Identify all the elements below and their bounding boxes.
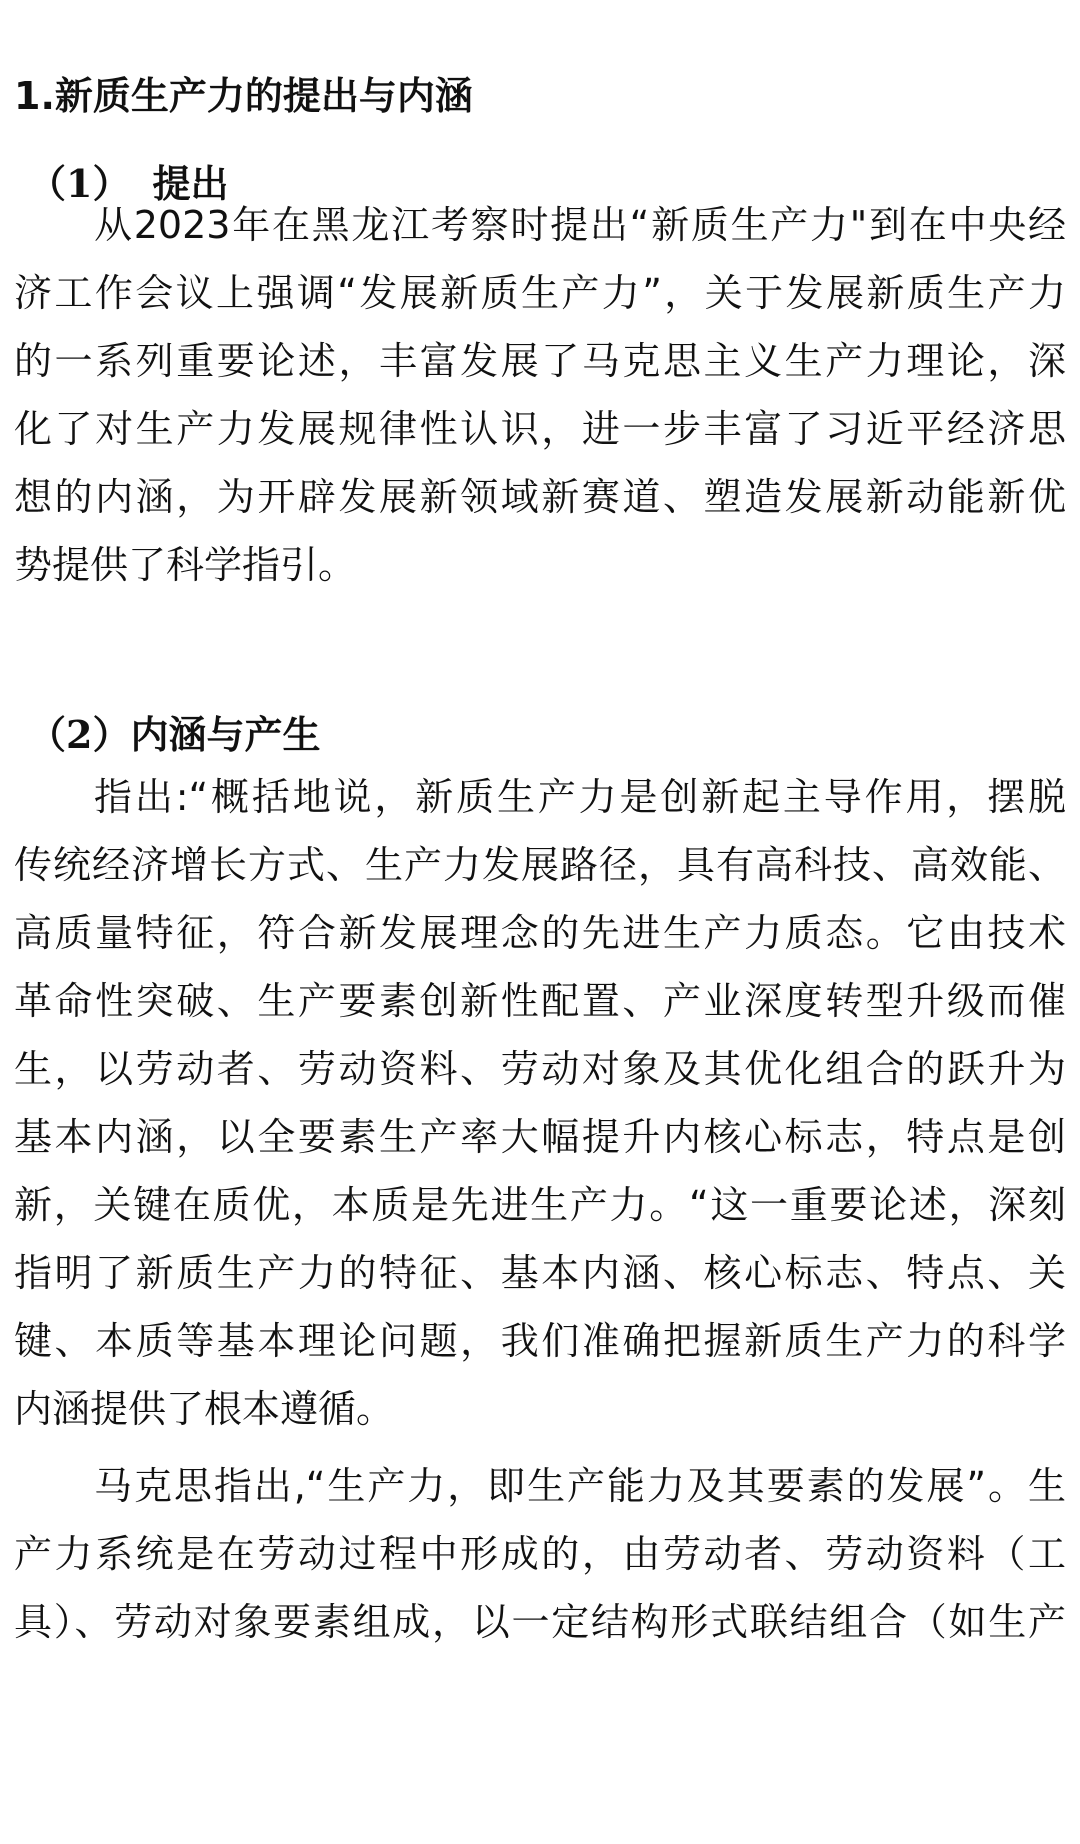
paragraph-line: 生，以劳动者、劳动资料、劳动对象及其优化组合的跃升为 <box>14 1047 1066 1091</box>
paragraph-line: 想的内涵，为开辟发展新领域新赛道、塑造发展新动能新优 <box>14 475 1066 519</box>
paragraph-line: 的一系列重要论述，丰富发展了马克思主义生产力理论，深 <box>14 339 1066 383</box>
paragraph-line: 基本内涵，以全要素生产率大幅提升内核心标志，特点是创 <box>14 1115 1066 1159</box>
paragraph-line: 指出:“概括地说，新质生产力是创新起主导作用，摆脱 <box>94 775 1066 819</box>
paragraph-line: 内涵提供了根本遵循。 <box>14 1387 395 1431</box>
paragraph-line: 济工作会议上强调“发展新质生产力”，关于发展新质生产力 <box>14 271 1066 315</box>
paragraph-line: 革命性突破、生产要素创新性配置、产业深度转型升级而催 <box>14 979 1066 1023</box>
paragraph-line: 具）、劳动对象要素组成，以一定结构形式联结组合（如生产 <box>14 1600 1066 1644</box>
paragraph-line: 高质量特征，符合新发展理念的先进生产力质态。它由技术 <box>14 911 1066 955</box>
paragraph-line: 传统经济增长方式、生产力发展路径，具有高科技、高效能、 <box>14 843 1066 887</box>
paragraph-line: 化了对生产力发展规律性认识，进一步丰富了习近平经济思 <box>14 407 1066 451</box>
subsection-number: （2） <box>28 712 131 757</box>
section-title: 1.新质生产力的提出与内涵 <box>14 74 473 118</box>
subsection-number: （1） <box>28 161 131 206</box>
paragraph-line: 产力系统是在劳动过程中形成的，由劳动者、劳动资料（工 <box>14 1532 1066 1576</box>
paragraph-line: 从2023年在黑龙江考察时提出“新质生产力"到在中央经 <box>94 203 1066 247</box>
subsection-title: 提出 <box>152 162 229 206</box>
subsection-title: 内涵与产生 <box>130 713 321 757</box>
paragraph-line: 马克思指出,“生产力，即生产能力及其要素的发展”。生 <box>94 1464 1066 1508</box>
paragraph-line: 新，关键在质优，本质是先进生产力。“这一重要论述，深刻 <box>14 1183 1066 1227</box>
paragraph-line: 指明了新质生产力的特征、基本内涵、核心标志、特点、关 <box>14 1251 1066 1295</box>
paragraph-line: 键、本质等基本理论问题，我们准确把握新质生产力的科学 <box>14 1319 1066 1363</box>
paragraph-line: 势提供了科学指引。 <box>14 543 357 587</box>
subsection-heading-2 <box>28 711 320 759</box>
